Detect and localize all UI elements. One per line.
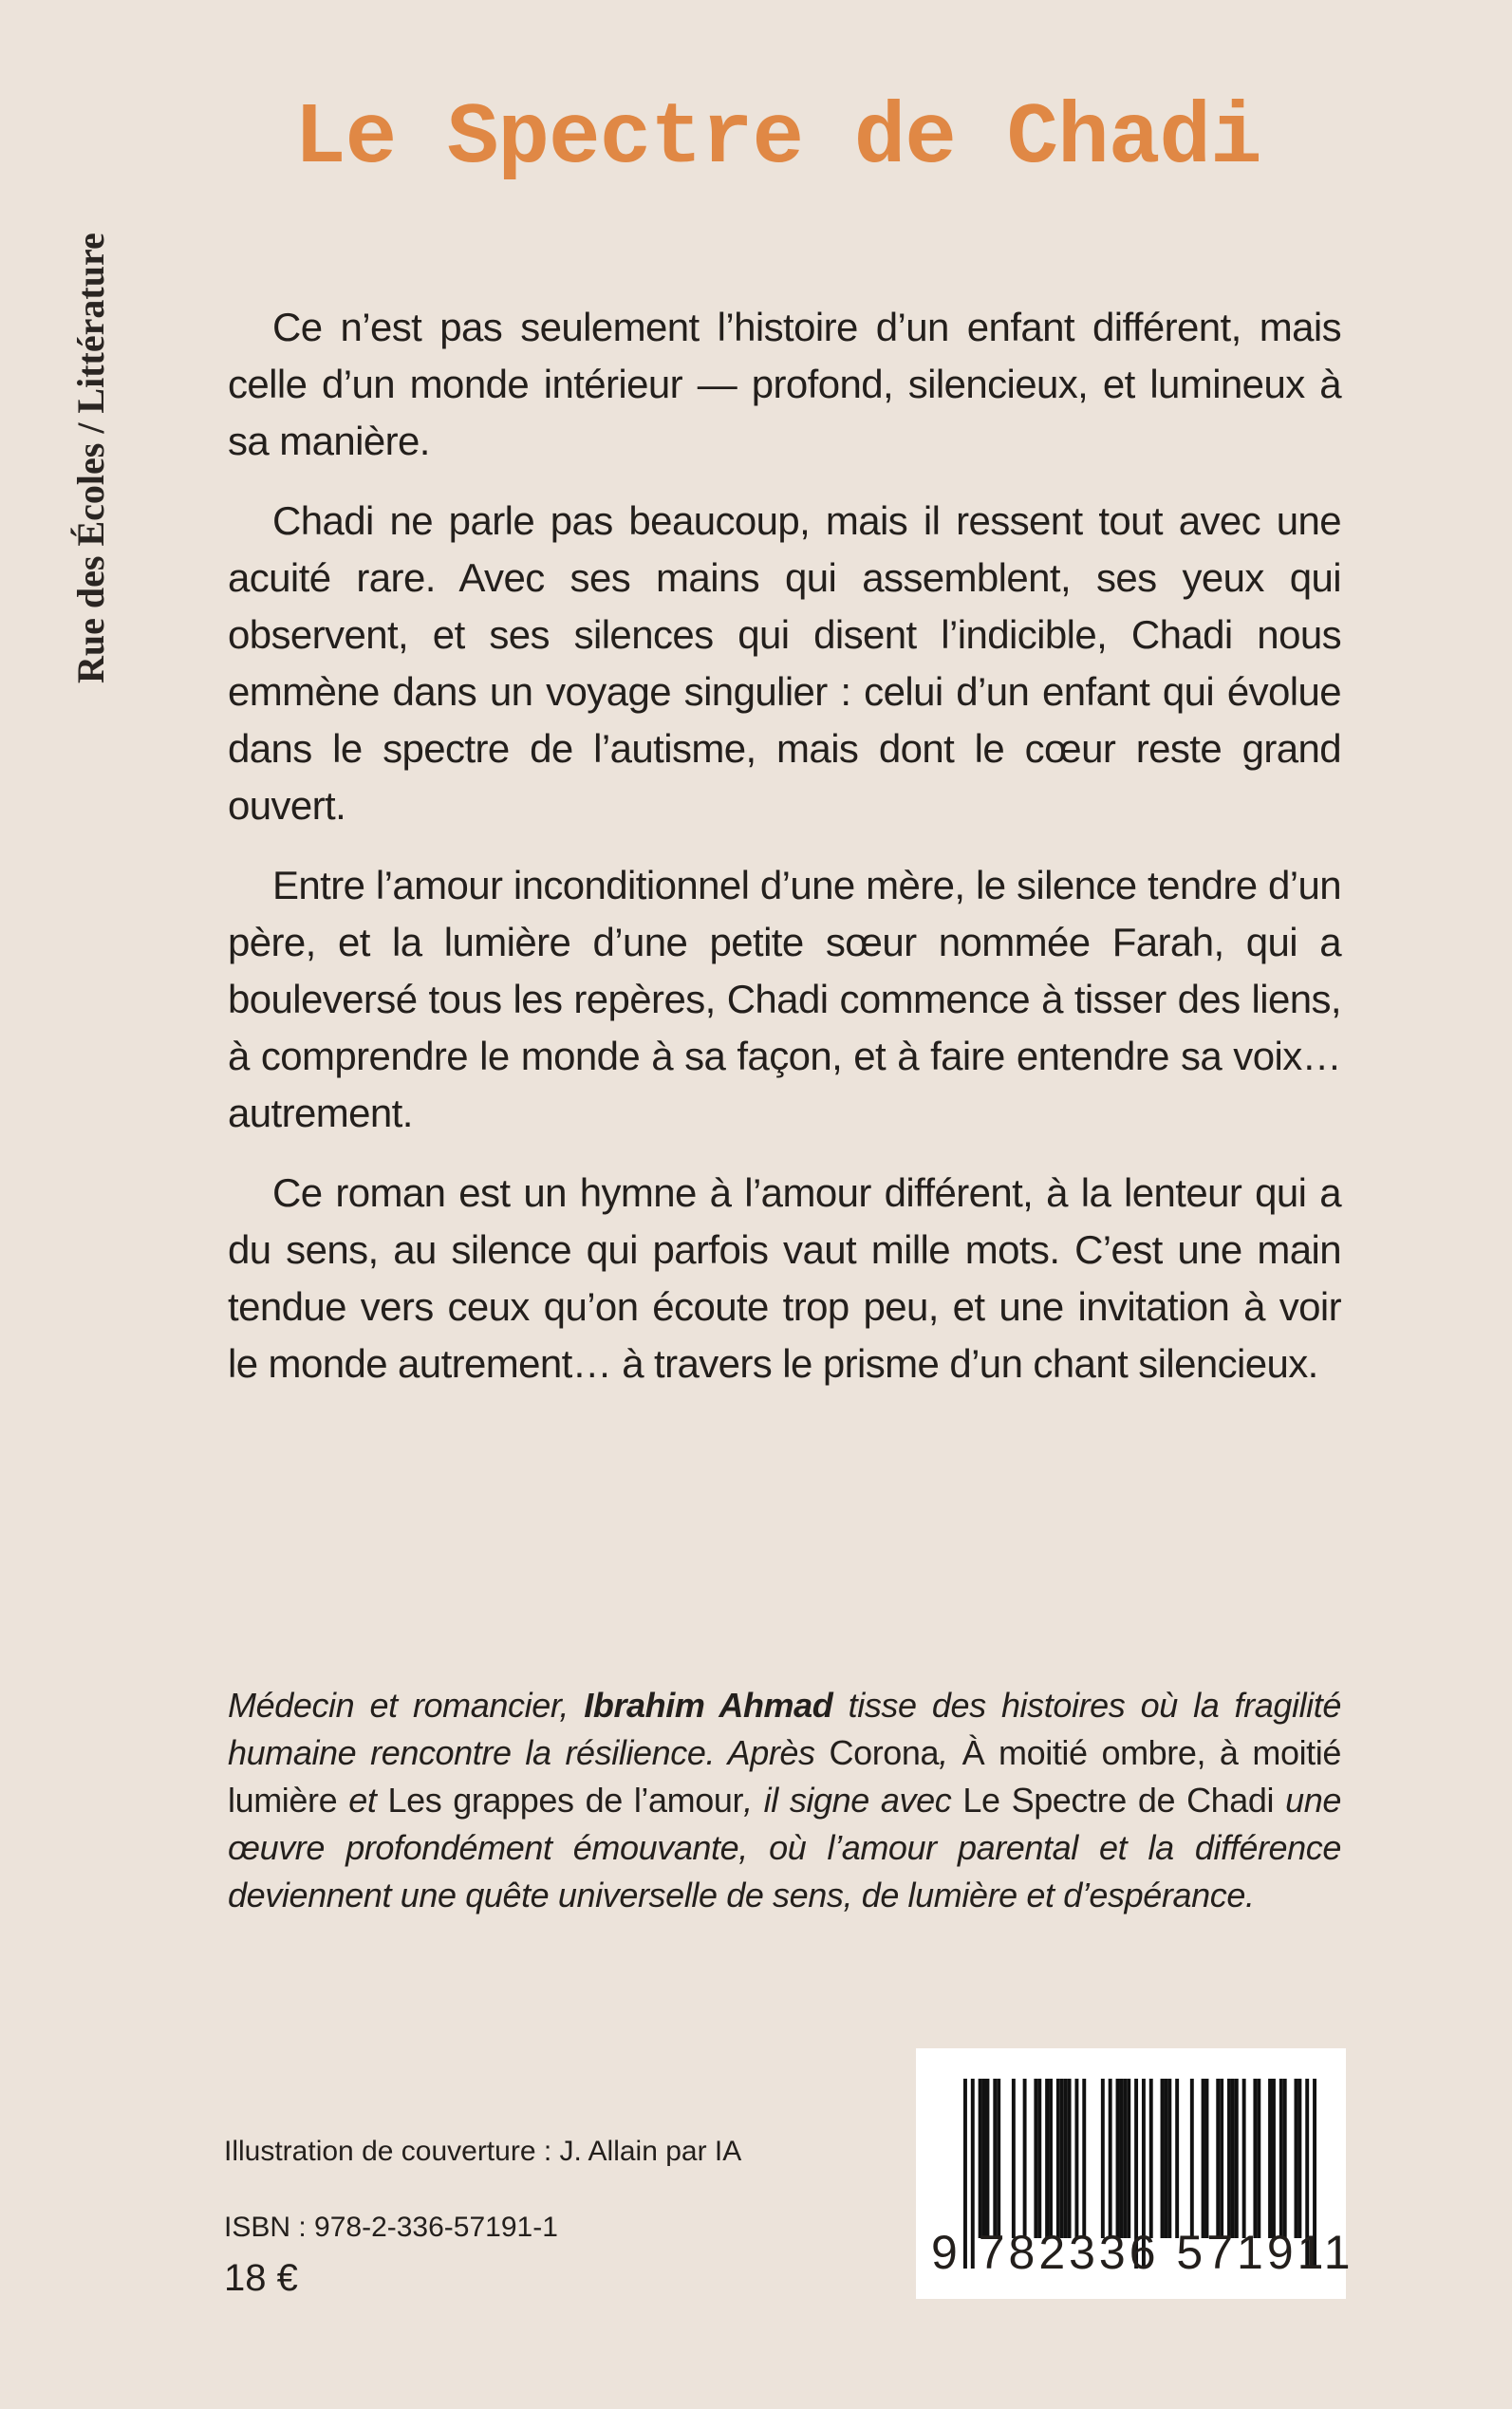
illustration-credit: Illustration de couverture : J. Allain par IA	[224, 2136, 742, 2167]
barcode-bar	[1175, 2079, 1179, 2238]
barcode-bar	[997, 2079, 1000, 2238]
barcode-bar	[1012, 2079, 1016, 2238]
barcode-bar	[1257, 2079, 1260, 2238]
barcode-bar	[1045, 2079, 1049, 2238]
blurb-paragraph: Ce roman est un hymne à l’amour différent, à la lenteur qui a du sens, au silence qui parfois vaut mille mots. C’est une main tendue vers ceux qu’on écoute trop peu, et une invitation à voir le monde autrement… à travers le prisme d’un chant silencieux.	[228, 1170, 1341, 1386]
bio-segment: Les grappes de l’amour	[387, 1781, 744, 1820]
barcode-bar	[1190, 2079, 1194, 2238]
price: 18 €	[224, 2257, 298, 2299]
spine-collection-label: Rue des Écoles / Littérature	[69, 233, 112, 683]
barcode-bar	[1297, 2079, 1301, 2238]
barcode-bar	[1116, 2079, 1120, 2238]
barcode-bar	[1167, 2079, 1171, 2238]
barcode-bar	[1074, 2079, 1078, 2238]
barcode-bar	[1220, 2079, 1223, 2238]
author-bio	[228, 1682, 1341, 1919]
barcode-bar	[993, 2079, 997, 2238]
barcode-bar	[1123, 2079, 1127, 2238]
bio-segment: et	[337, 1781, 388, 1820]
blurb-paragraph: Chadi ne parle pas beaucoup, mais il ressent tout avec une acuité rare. Avec ses mains qui assemblent, ses yeux qui observent, et ses silences qui disent l’indicible, Chadi nous emmène dans un voyage singulier : celui d’un enfant qui évolue dans le spectre de l’autisme, mais dont le cœur reste grand ouvert.	[228, 498, 1341, 828]
barcode-bar	[1242, 2079, 1246, 2238]
bio-segment: ,	[939, 1733, 962, 1772]
bio-segment: Corona	[829, 1733, 940, 1772]
barcode-bar	[1231, 2079, 1235, 2238]
bio-segment: tisse des histoires où la fragilité humaine rencontre la résilience. Après	[228, 1686, 1341, 1772]
barcode-bar	[982, 2079, 986, 2238]
blurb-paragraph: Ce n’est pas seulement l’histoire d’un enfant différent, mais celle d’un monde intérieur — profond, silencieux, et lumineux à sa manière.	[228, 305, 1341, 463]
blurb	[228, 299, 1341, 1415]
bio-segment: À moitié ombre, à moitié lumière	[228, 1733, 1341, 1820]
barcode-bar	[1149, 2079, 1153, 2238]
barcode-bar	[1109, 2079, 1112, 2238]
bio-segment: , il signe avec	[743, 1781, 963, 1820]
barcode-bar	[1037, 2079, 1041, 2238]
barcode-bar	[1056, 2079, 1060, 2238]
barcode-bar	[1227, 2079, 1231, 2238]
barcode-bar	[1216, 2079, 1220, 2238]
barcode-bar	[1060, 2079, 1064, 2238]
bio-segment: Médecin et romancier,	[228, 1686, 585, 1725]
barcode-bar	[1253, 2079, 1257, 2238]
barcode-bar	[1049, 2079, 1053, 2238]
barcode-digits: 9 782336 571911	[931, 2226, 1354, 2279]
bio-segment: une œuvre profondément émouvante, où l’amour parental et la différence deviennent une quête universelle de sens, de lumière et d’espérance.	[228, 1781, 1341, 1914]
barcode-bar	[1082, 2079, 1086, 2238]
barcode-bar	[1272, 2079, 1276, 2238]
book-title: Le Spectre de Chadi	[294, 90, 1261, 188]
barcode-bar	[1023, 2079, 1027, 2238]
barcode-bar	[1202, 2079, 1205, 2238]
barcode-bar	[1235, 2079, 1239, 2238]
author-name: Ibrahim Ahmad	[584, 1686, 833, 1725]
barcode-bar	[1034, 2079, 1037, 2238]
barcode-bar	[1101, 2079, 1105, 2238]
barcode-bar	[1127, 2079, 1130, 2238]
barcode-bar	[1068, 2079, 1072, 2238]
barcode-bar	[1268, 2079, 1272, 2238]
barcode-bar	[1283, 2079, 1287, 2238]
barcode	[916, 2048, 1354, 2299]
barcode-bar	[1205, 2079, 1209, 2238]
barcode-bar	[1295, 2079, 1298, 2238]
barcode-bar	[1164, 2079, 1167, 2238]
barcode-bar	[1279, 2079, 1283, 2238]
barcode-bar	[1064, 2079, 1068, 2238]
barcode-bar	[985, 2079, 989, 2238]
barcode-bar	[1119, 2079, 1123, 2238]
blurb-paragraph: Entre l’amour inconditionnel d’une mère, le silence tendre d’un père, et la lumière d’une petite sœur nommée Farah, qui a bouleversé tous les repères, Chadi commence à tisser des liens, à comprendre le monde à sa façon, et à faire entendre sa voix… autrement.	[228, 863, 1341, 1135]
isbn: ISBN : 978-2-336-57191-1	[224, 2212, 558, 2243]
barcode-bar	[1161, 2079, 1165, 2238]
bio-segment: Le Spectre de Chadi	[962, 1781, 1275, 1820]
barcode-bar	[979, 2079, 982, 2238]
